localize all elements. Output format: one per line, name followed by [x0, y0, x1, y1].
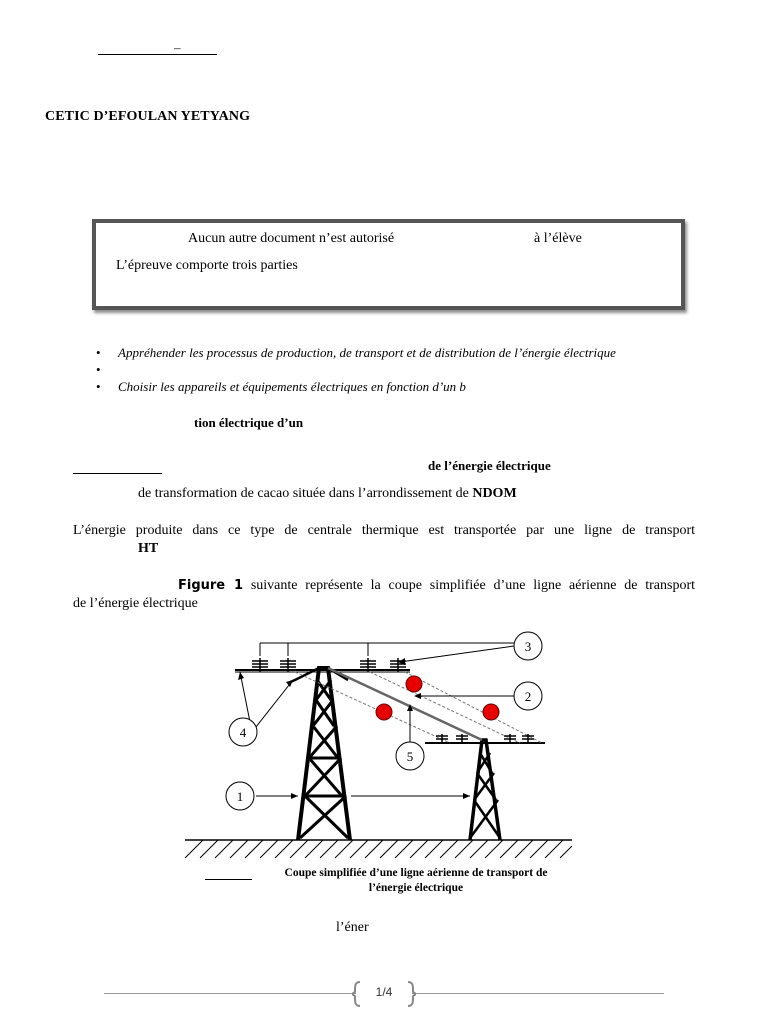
callout-label-4: 4: [239, 725, 247, 740]
school-name: CETIC D’EFOULAN YETYANG: [45, 109, 251, 124]
callout-label-1: 1: [236, 789, 244, 804]
ht-label: HT: [138, 541, 159, 556]
place-name: NDOM: [472, 486, 517, 501]
instructions-box: [92, 219, 685, 310]
callout-label-3: 3: [524, 639, 532, 654]
small-pylon: [425, 740, 545, 840]
caption-underline: [205, 879, 252, 880]
paragraph-1: L’énergie produite dans ce type de centrale thermique est transportée par une ligne de transport: [73, 523, 695, 538]
paragraph-2-line-2: de l’énergie électrique: [73, 596, 198, 611]
callout-arrows: [240, 643, 515, 796]
instructions-line-1-end: à l’élève: [534, 231, 582, 246]
subheading: de l’énergie électrique: [428, 458, 551, 473]
callout-label-2: 2: [524, 689, 532, 704]
footer-rule-left: [104, 993, 356, 994]
instructions-line-1: Aucun autre document n’est autorisé: [188, 231, 395, 246]
paragraph-2-line-1: Figure 1 suivante représente la coupe simplifiée d’une ligne aérienne de transport: [178, 578, 696, 593]
instructions-line-2: L’épreuve comporte trois parties: [116, 258, 298, 273]
page-number: 1/4: [375, 985, 393, 999]
figure-caption: Coupe simplifiée d’une ligne aérienne de transport de l’énergie électrique: [284, 867, 548, 894]
ground-hatching: [185, 840, 572, 858]
subheading-underline: [73, 473, 162, 474]
footer-rule-right: [412, 993, 664, 994]
header-dash: –: [174, 40, 181, 55]
context-line: de transformation de cacao située dans l’arrondissement de NDOM: [138, 486, 517, 501]
header-underline: [98, 54, 217, 55]
trailing-text: l’éner: [336, 920, 369, 935]
section-title: tion électrique d’un: [194, 415, 304, 430]
bullet-icon: •: [96, 379, 101, 394]
power-line-figure: [180, 628, 580, 868]
figure-reference: Figure 1: [178, 578, 244, 593]
bullet-icon: •: [96, 362, 101, 377]
callout-label-5: 5: [406, 749, 414, 764]
callout-circles: [226, 632, 542, 810]
bullet-icon: •: [96, 345, 101, 360]
